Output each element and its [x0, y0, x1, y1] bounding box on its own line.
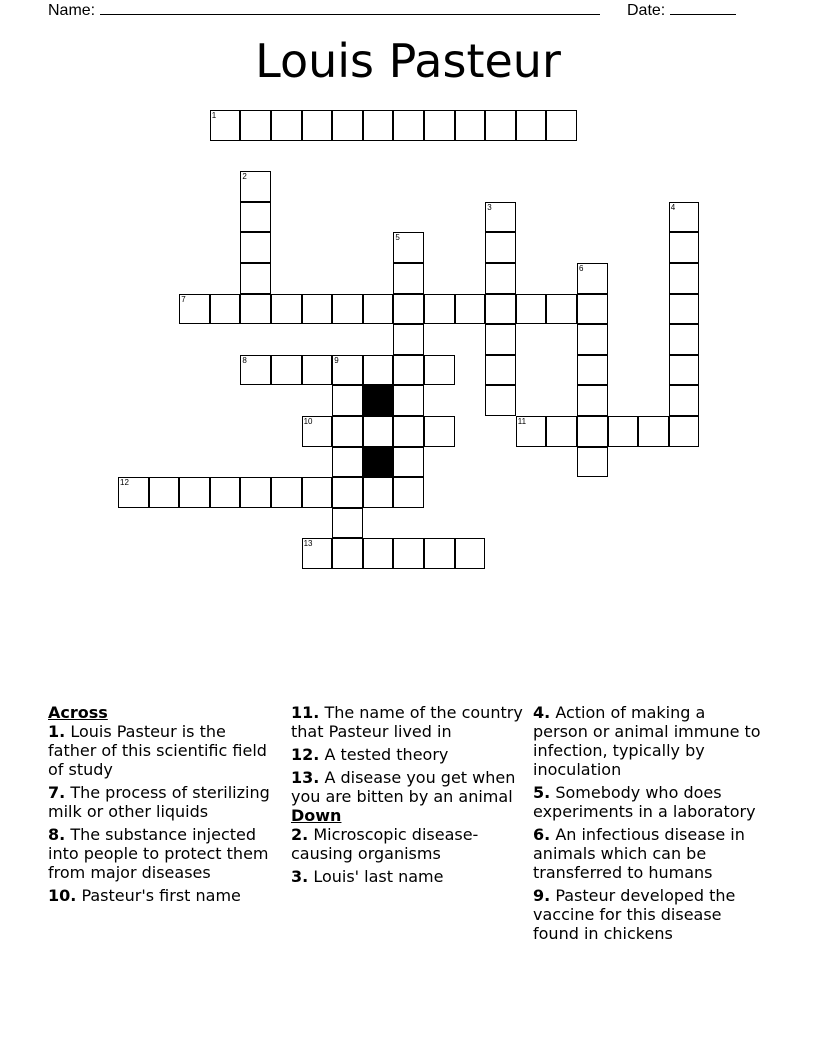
- grid-cell[interactable]: [302, 110, 333, 141]
- grid-cell[interactable]: [332, 385, 363, 416]
- grid-cell[interactable]: [363, 294, 394, 325]
- grid-cell[interactable]: [577, 263, 608, 294]
- clue-number: 7.: [48, 783, 66, 802]
- grid-cell[interactable]: [577, 385, 608, 416]
- clue-text: Somebody who does experiments in a laboratory: [533, 783, 756, 821]
- grid-cell[interactable]: [669, 294, 700, 325]
- date-line[interactable]: [670, 0, 736, 15]
- grid-cell[interactable]: [302, 416, 333, 447]
- clue-number: 3.: [291, 867, 309, 886]
- grid-cell[interactable]: [546, 294, 577, 325]
- grid-cell[interactable]: [485, 110, 516, 141]
- clue-across-12: [291, 745, 526, 764]
- cell-number: 8: [242, 355, 247, 365]
- grid-cell[interactable]: [424, 538, 455, 569]
- grid-cell[interactable]: [240, 355, 271, 386]
- grid-cell[interactable]: [669, 263, 700, 294]
- grid-cell[interactable]: [240, 110, 271, 141]
- grid-cell[interactable]: [669, 324, 700, 355]
- clue-number: 12.: [291, 745, 320, 764]
- clue-across-8: [48, 825, 273, 882]
- clue-across-1: [48, 722, 273, 779]
- date-label: Date:: [627, 2, 666, 19]
- grid-cell[interactable]: [240, 171, 271, 202]
- grid-cell[interactable]: [332, 294, 363, 325]
- grid-cell[interactable]: [393, 324, 424, 355]
- clue-number: 5.: [533, 783, 551, 802]
- clue-number: 13.: [291, 768, 320, 787]
- grid-cell[interactable]: [271, 110, 302, 141]
- grid-cell[interactable]: [546, 416, 577, 447]
- clues-column-1: [48, 703, 273, 909]
- grid-cell[interactable]: [302, 538, 333, 569]
- grid-cell[interactable]: [393, 294, 424, 325]
- clue-text: The name of the country that Pasteur lived in: [291, 703, 523, 741]
- clue-number: 9.: [533, 886, 551, 905]
- clue-text: Microscopic disease-causing organisms: [291, 825, 479, 863]
- grid-cell[interactable]: [485, 263, 516, 294]
- cell-number: 3: [487, 202, 492, 212]
- grid-cell[interactable]: [669, 232, 700, 263]
- clue-across-13: [291, 768, 526, 806]
- grid-cell[interactable]: [638, 416, 669, 447]
- grid-cell[interactable]: [455, 294, 486, 325]
- grid-cell[interactable]: [516, 110, 547, 141]
- grid-cell[interactable]: [393, 416, 424, 447]
- grid-cell[interactable]: [210, 294, 241, 325]
- clue-text: Pasteur's first name: [81, 886, 241, 905]
- clue-down-9: [533, 886, 763, 943]
- grid-cell[interactable]: [240, 263, 271, 294]
- grid-cell[interactable]: [577, 294, 608, 325]
- grid-cell[interactable]: [118, 477, 149, 508]
- grid-cell[interactable]: [179, 294, 210, 325]
- grid-cell[interactable]: [485, 324, 516, 355]
- grid-cell[interactable]: [210, 110, 241, 141]
- grid-cell[interactable]: [363, 355, 394, 386]
- grid-cell[interactable]: [332, 508, 363, 539]
- cell-number: 2: [242, 172, 247, 182]
- grid-cell[interactable]: [149, 477, 180, 508]
- cell-number: 7: [181, 294, 186, 304]
- cell-number: 10: [303, 417, 313, 426]
- grid-cell[interactable]: [577, 355, 608, 386]
- grid-cell[interactable]: [363, 477, 394, 508]
- clue-down-5: [533, 783, 763, 821]
- grid-cell[interactable]: [424, 294, 455, 325]
- grid-cell[interactable]: [424, 355, 455, 386]
- cell-number: 9: [334, 355, 339, 365]
- clue-text: Pasteur developed the vaccine for this disease found in chickens: [533, 886, 736, 943]
- grid-cell[interactable]: [302, 294, 333, 325]
- clues-column-2: [291, 703, 526, 890]
- grid-cell[interactable]: [393, 538, 424, 569]
- grid-cell[interactable]: [240, 294, 271, 325]
- grid-cell[interactable]: [455, 538, 486, 569]
- grid-cell[interactable]: [271, 477, 302, 508]
- clue-down-4: [533, 703, 763, 779]
- grid-cell[interactable]: [577, 324, 608, 355]
- grid-cell[interactable]: [393, 355, 424, 386]
- grid-cell[interactable]: [332, 416, 363, 447]
- clue-across-10: [48, 886, 273, 905]
- clue-text: Action of making a person or animal immune to infection, typically by inoculation: [533, 703, 761, 779]
- grid-cell[interactable]: [669, 355, 700, 386]
- clue-number: 10.: [48, 886, 77, 905]
- grid-cell[interactable]: [577, 447, 608, 478]
- clue-text: Louis' last name: [313, 867, 444, 886]
- grid-cell[interactable]: [240, 477, 271, 508]
- clue-number: 6.: [533, 825, 551, 844]
- grid-cell[interactable]: [516, 294, 547, 325]
- grid-cell[interactable]: [424, 416, 455, 447]
- clue-text: Louis Pasteur is the father of this scientific field of study: [48, 722, 267, 779]
- grid-cell[interactable]: [271, 355, 302, 386]
- clue-across-7: [48, 783, 273, 821]
- grid-cell[interactable]: [485, 385, 516, 416]
- grid-cell[interactable]: [393, 110, 424, 141]
- grid-cell[interactable]: [669, 416, 700, 447]
- grid-cell[interactable]: [577, 416, 608, 447]
- page-title: Louis Pasteur: [255, 34, 561, 88]
- clue-number: 2.: [291, 825, 309, 844]
- grid-cell[interactable]: [332, 447, 363, 478]
- name-label: Name:: [48, 2, 96, 19]
- cell-number: 1: [211, 111, 217, 120]
- clue-down-2: [291, 825, 526, 863]
- grid-cell[interactable]: [332, 477, 363, 508]
- grid-cell[interactable]: [332, 355, 363, 386]
- grid-cell[interactable]: [393, 263, 424, 294]
- clue-number: 1.: [48, 722, 66, 741]
- grid-cell[interactable]: [485, 202, 516, 233]
- grid-cell[interactable]: [302, 477, 333, 508]
- grid-cell[interactable]: [302, 355, 333, 386]
- down-heading: Down: [291, 806, 342, 825]
- clue-text: A tested theory: [324, 745, 449, 764]
- cell-number: 13: [303, 539, 313, 549]
- grid-cell[interactable]: [210, 477, 241, 508]
- clue-number: 8.: [48, 825, 66, 844]
- grid-cell[interactable]: [332, 538, 363, 569]
- grid-cell[interactable]: [485, 294, 516, 325]
- across-heading: Across: [48, 703, 108, 722]
- grid-cell[interactable]: [332, 110, 363, 141]
- cell-number: 11: [517, 417, 527, 426]
- date-field[interactable]: [627, 0, 736, 20]
- clue-down-6: [533, 825, 763, 882]
- grid-cell[interactable]: [485, 355, 516, 386]
- grid-cell[interactable]: [393, 477, 424, 508]
- name-field[interactable]: [48, 0, 600, 20]
- clue-text: A disease you get when you are bitten by an animal: [291, 768, 516, 806]
- grid-cell[interactable]: [363, 416, 394, 447]
- clue-number: 4.: [533, 703, 551, 722]
- grid-cell[interactable]: [363, 538, 394, 569]
- grid-cell[interactable]: [271, 294, 302, 325]
- cell-number: 5: [395, 233, 400, 243]
- clues-column-3: [533, 703, 763, 947]
- grid-cell[interactable]: [516, 416, 547, 447]
- grid-cell[interactable]: [485, 232, 516, 263]
- cell-number: 4: [670, 202, 676, 212]
- grid-cell[interactable]: [393, 385, 424, 416]
- grid-cell[interactable]: [455, 110, 486, 141]
- grid-cell[interactable]: [179, 477, 210, 508]
- clue-text: An infectious disease in animals which can be transferred to humans: [533, 825, 745, 882]
- cell-number: 12: [120, 478, 129, 488]
- black-cell: [363, 385, 394, 416]
- name-line[interactable]: [100, 0, 600, 15]
- grid-cell[interactable]: [240, 232, 271, 263]
- grid-cell[interactable]: [669, 385, 700, 416]
- grid-cell[interactable]: [393, 447, 424, 478]
- grid-cell[interactable]: [240, 202, 271, 233]
- clue-across-11: [291, 703, 526, 741]
- grid-cell[interactable]: [669, 202, 700, 233]
- grid-cell[interactable]: [424, 110, 455, 141]
- grid-cell[interactable]: [393, 232, 424, 263]
- clue-text: The substance injected into people to protect them from major diseases: [48, 825, 269, 882]
- cell-number: 6: [579, 264, 584, 273]
- clue-text: The process of sterilizing milk or other liquids: [48, 783, 270, 821]
- grid-cell[interactable]: [363, 110, 394, 141]
- clue-number: 11.: [291, 703, 320, 722]
- black-cell: [363, 447, 394, 478]
- grid-cell[interactable]: [608, 416, 639, 447]
- grid-cell[interactable]: [546, 110, 577, 141]
- clue-down-3: [291, 867, 526, 886]
